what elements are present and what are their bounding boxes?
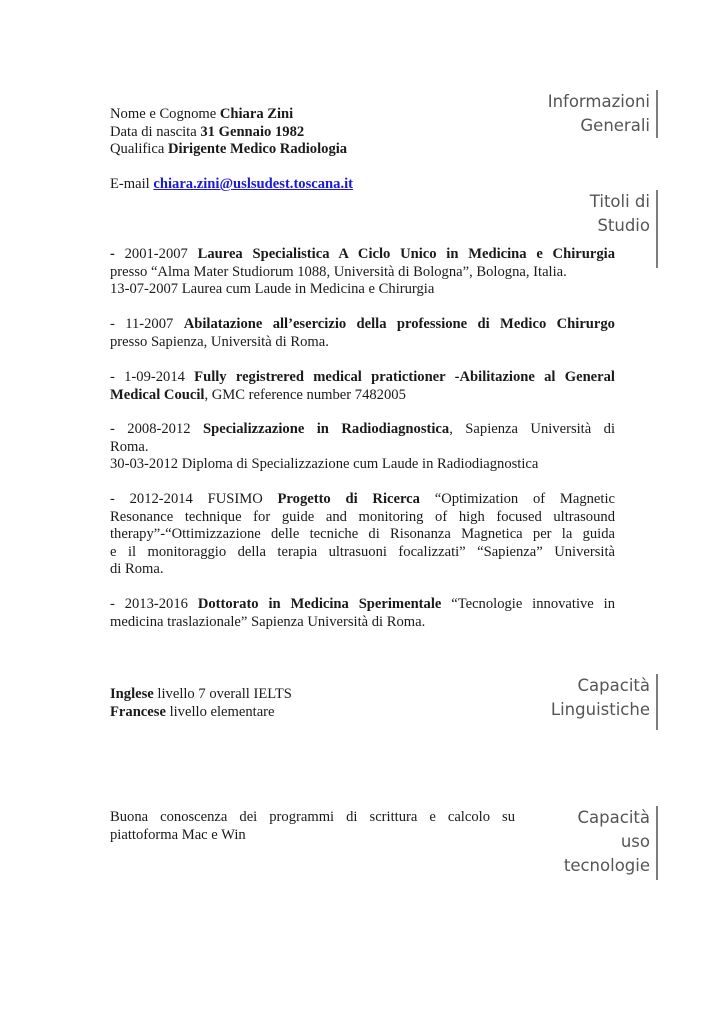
name-label: Nome e Cognome: [110, 106, 220, 122]
section-heading-general: [548, 90, 658, 138]
language-name: Francese: [110, 703, 166, 720]
heading-line: uso: [620, 832, 650, 851]
entry-title: Specializzazione in Radiodiagnostica: [202, 421, 450, 437]
entry-title: Fully registrered medical pratictioner -Abilitazione al General: [194, 369, 615, 385]
heading-line: Capacità: [577, 676, 650, 695]
entry-line: [110, 387, 615, 405]
heading-line: Studio: [597, 216, 650, 235]
heading-line: Capacità: [577, 808, 650, 827]
entry-title: Medical Coucil: [110, 386, 205, 403]
education-entry-phd: [110, 596, 615, 631]
entry-line: [110, 246, 615, 264]
role-label: Qualifica: [110, 141, 168, 157]
section-heading-languages: [551, 674, 658, 730]
entry-line: [110, 596, 615, 614]
entry-date: - 11-2007: [110, 316, 184, 332]
entry-line: [110, 316, 615, 334]
entry-title: Laurea Specialistica A Ciclo Unico in Medicina e Chirurgia: [197, 246, 615, 262]
languages-list: [110, 686, 292, 721]
entry-line: Roma.: [110, 438, 149, 455]
education-entry-gmc: [110, 369, 615, 404]
bullet-dash: -: [110, 246, 125, 262]
entry-text: , GMC reference number 7482005: [204, 386, 406, 403]
language-level: livello elementare: [165, 703, 275, 720]
entry-date: - 1-09-2014: [110, 369, 195, 385]
tech-line: piattoforma Mac e Win: [110, 826, 246, 843]
entry-line: 13-07-2007 Laurea cum Laude in Medicina e Chirurgia: [110, 281, 435, 297]
heading-line: Titoli di: [589, 192, 650, 211]
entry-line: therapy”-“Ottimizzazione delle tecniche di Risonanza Magnetica per la guida: [110, 526, 615, 542]
entry-date: - 2013-2016: [110, 596, 198, 612]
language-level: livello 7 overall IELTS: [153, 686, 292, 702]
role-row: [110, 141, 510, 159]
heading-line: Informazioni: [547, 92, 650, 111]
entry-date: 2001-2007: [124, 246, 198, 262]
education-entry-degree: [110, 246, 615, 299]
name-row: [110, 106, 510, 124]
entry-title: Progetto di Ricerca: [277, 491, 420, 507]
email-label: E-mail: [110, 176, 154, 192]
entry-line: e il monitoraggio della terapia ultrasuoni focalizzati” “Sapienza” Università: [110, 543, 615, 560]
heading-line: Generali: [580, 116, 650, 135]
entry-line: [110, 421, 615, 439]
language-row: [110, 686, 292, 704]
birth-value: 31 Gennaio 1982: [200, 123, 305, 140]
heading-line: Linguistiche: [550, 700, 650, 719]
name-value: Chiara Zini: [219, 106, 294, 122]
entry-line: di Roma.: [110, 561, 164, 577]
education-entry-license: [110, 316, 615, 351]
tech-line: Buona conoscenza dei programmi di scrittura e calcolo su: [110, 809, 515, 825]
email-link[interactable]: chiara.zini@uslsudest.toscana.it: [153, 176, 354, 192]
entry-line: presso Sapienza, Università di Roma.: [110, 333, 329, 350]
language-name: Inglese: [110, 686, 154, 702]
education-entry-research: [110, 491, 615, 579]
birth-row: [110, 124, 510, 142]
education-entry-specialization: [110, 421, 615, 474]
entry-date: - 2012-2014 FUSIMO: [110, 491, 278, 507]
entry-line: Resonance technique for guide and monitoring of high focused ultrasound: [110, 508, 615, 525]
entry-title: Dottorato in Medicina Sperimentale: [197, 596, 442, 612]
tech-skills: [110, 809, 515, 844]
birth-label: Data di nascita: [110, 123, 201, 140]
entry-line: 30-03-2012 Diploma di Specializzazione cum Laude in Radiodiagnostica: [110, 456, 539, 472]
email-row: [110, 176, 353, 194]
entry-line: medicina traslazionale” Sapienza Università di Roma.: [110, 613, 426, 630]
entry-date: - 2008-2012: [110, 421, 203, 437]
personal-info: [110, 106, 510, 159]
role-value: Dirigente Medico Radiologia: [167, 141, 348, 157]
language-row: [110, 704, 292, 722]
entry-line: [110, 491, 615, 509]
heading-line: tecnologie: [563, 856, 650, 875]
entry-line: [110, 369, 615, 387]
entry-text: “Tecnologie innovative in: [441, 596, 615, 612]
entry-line: presso “Alma Mater Studiorum 1088, Università di Bologna”, Bologna, Italia.: [110, 263, 567, 280]
section-heading-technology: [564, 806, 658, 880]
entry-text: “Optimization of Magnetic: [419, 491, 615, 507]
entry-text: , Sapienza Università di: [449, 421, 615, 437]
entry-title: Abilatazione all’esercizio della professione di Medico Chirurgo: [183, 316, 615, 332]
